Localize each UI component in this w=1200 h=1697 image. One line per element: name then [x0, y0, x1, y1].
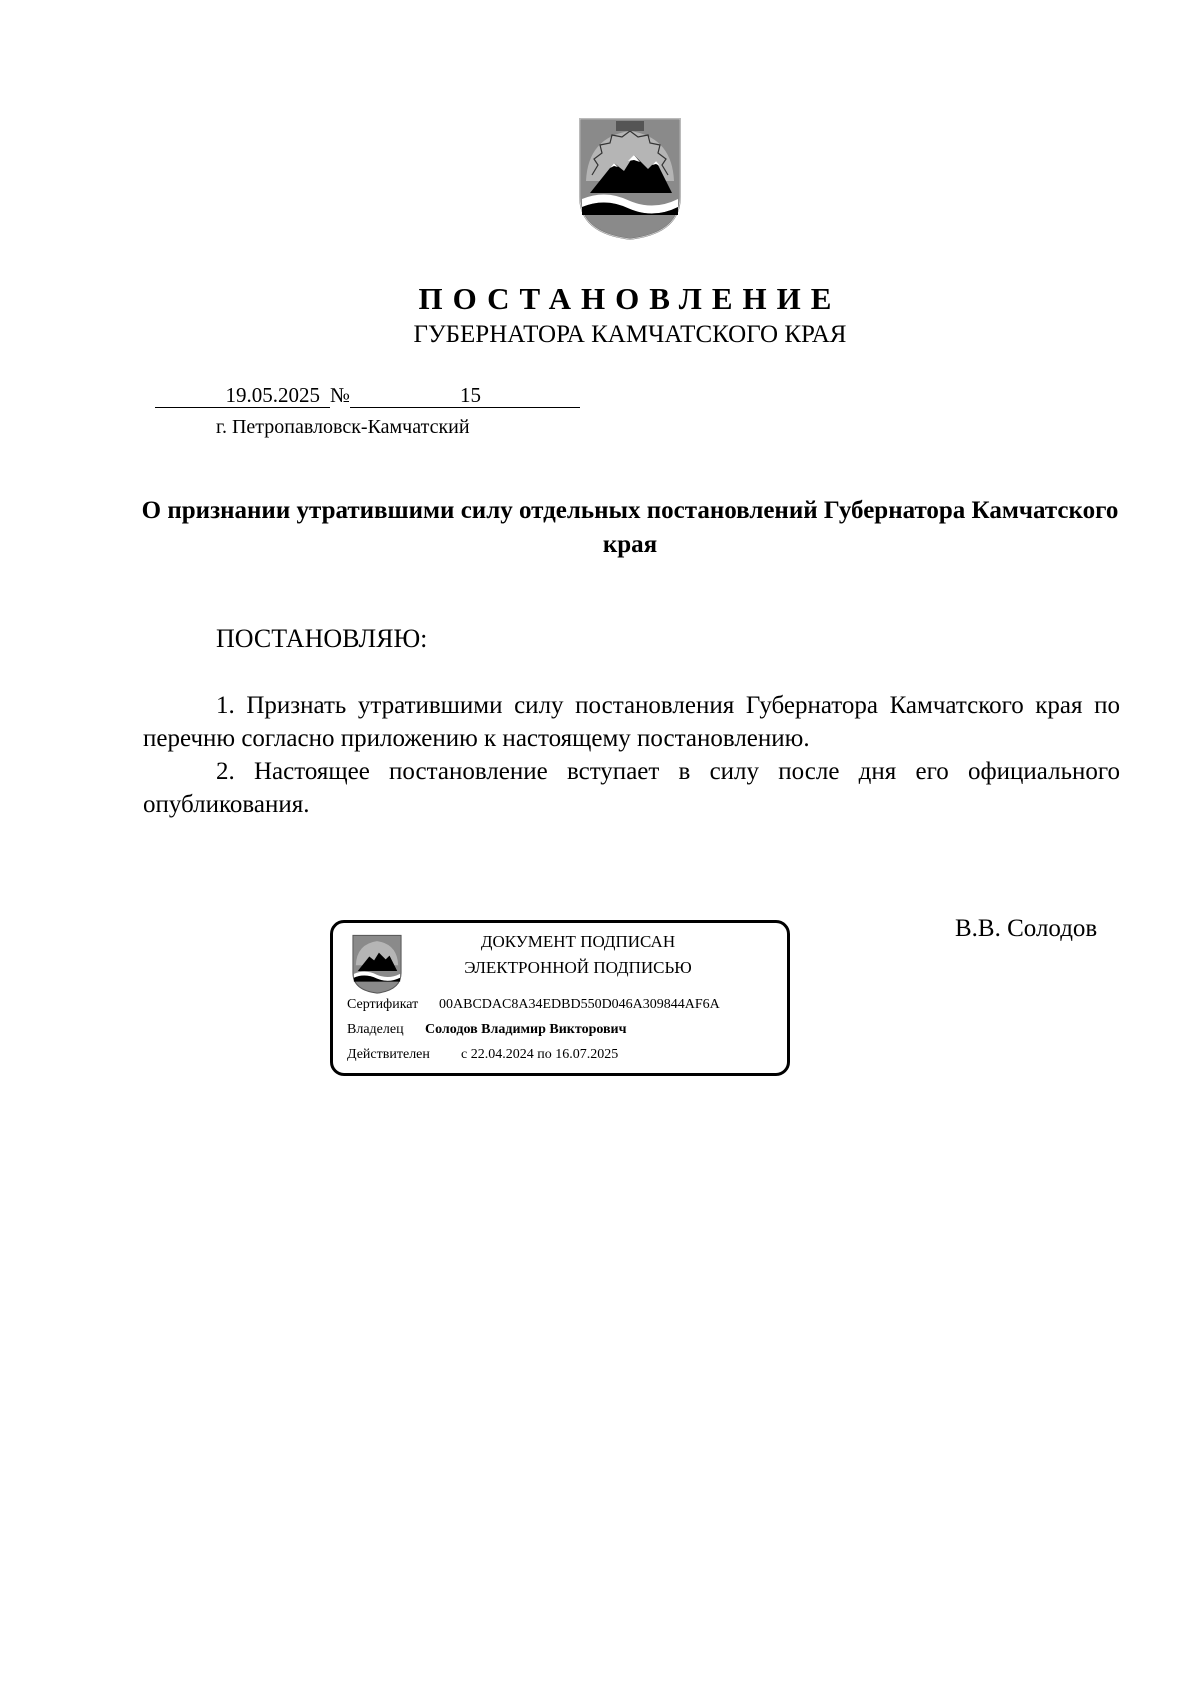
stamp-owner-row — [347, 1021, 627, 1039]
stamp-heading-line-2: ЭЛЕКТРОННОЙ ПОДПИСЬЮ — [464, 958, 692, 977]
electronic-signature-stamp — [330, 920, 790, 1076]
city-name: г. Петропавловск-Камчатский — [216, 416, 470, 438]
document-type-title: ПОСТАНОВЛЕНИЕ — [418, 281, 842, 316]
coat-of-arms-icon — [576, 115, 684, 242]
stamp-certificate-row — [347, 996, 720, 1014]
stamp-validity-row — [347, 1046, 618, 1064]
certificate-value: 00ABCDAC8A34EDBD550D046A309844AF6A — [439, 997, 720, 1012]
certificate-label: Сертификат — [347, 997, 419, 1012]
paragraph-1 — [143, 689, 1120, 755]
stamp-heading-line-1: ДОКУМЕНТ ПОДПИСАН — [480, 932, 676, 951]
signer-name: В.В. Солодов — [955, 915, 1098, 942]
number-sign: № — [330, 383, 351, 407]
paragraph-2 — [143, 755, 1120, 821]
owner-value: Солодов Владимир Викторович — [425, 1022, 627, 1037]
paragraph-2-text: 2. Настоящее постановление вступает в силу после дня его официального опубликования. — [143, 758, 1120, 818]
document-number: 15 — [350, 383, 580, 408]
date-number-line — [155, 383, 580, 408]
document-date: 19.05.2025 — [155, 383, 330, 408]
decree-word: ПОСТАНОВЛЯЮ: — [216, 624, 428, 653]
stamp-coat-of-arms-icon — [351, 933, 403, 995]
paragraph-1-text: 1. Признать утратившими силу постановления Губернатора Камчатского края по перечню согласно приложению к настоящему постановлению. — [143, 692, 1120, 752]
validity-label: Действителен — [347, 1047, 430, 1062]
validity-value: с 22.04.2024 по 16.07.2025 — [461, 1047, 619, 1062]
owner-label: Владелец — [347, 1022, 404, 1037]
document-heading: О признании утратившими силу отдельных постановлений Губернатора Камчатского края — [141, 497, 1119, 558]
issuer-subtitle: ГУБЕРНАТОРА КАМЧАТСКОГО КРАЯ — [413, 321, 847, 348]
